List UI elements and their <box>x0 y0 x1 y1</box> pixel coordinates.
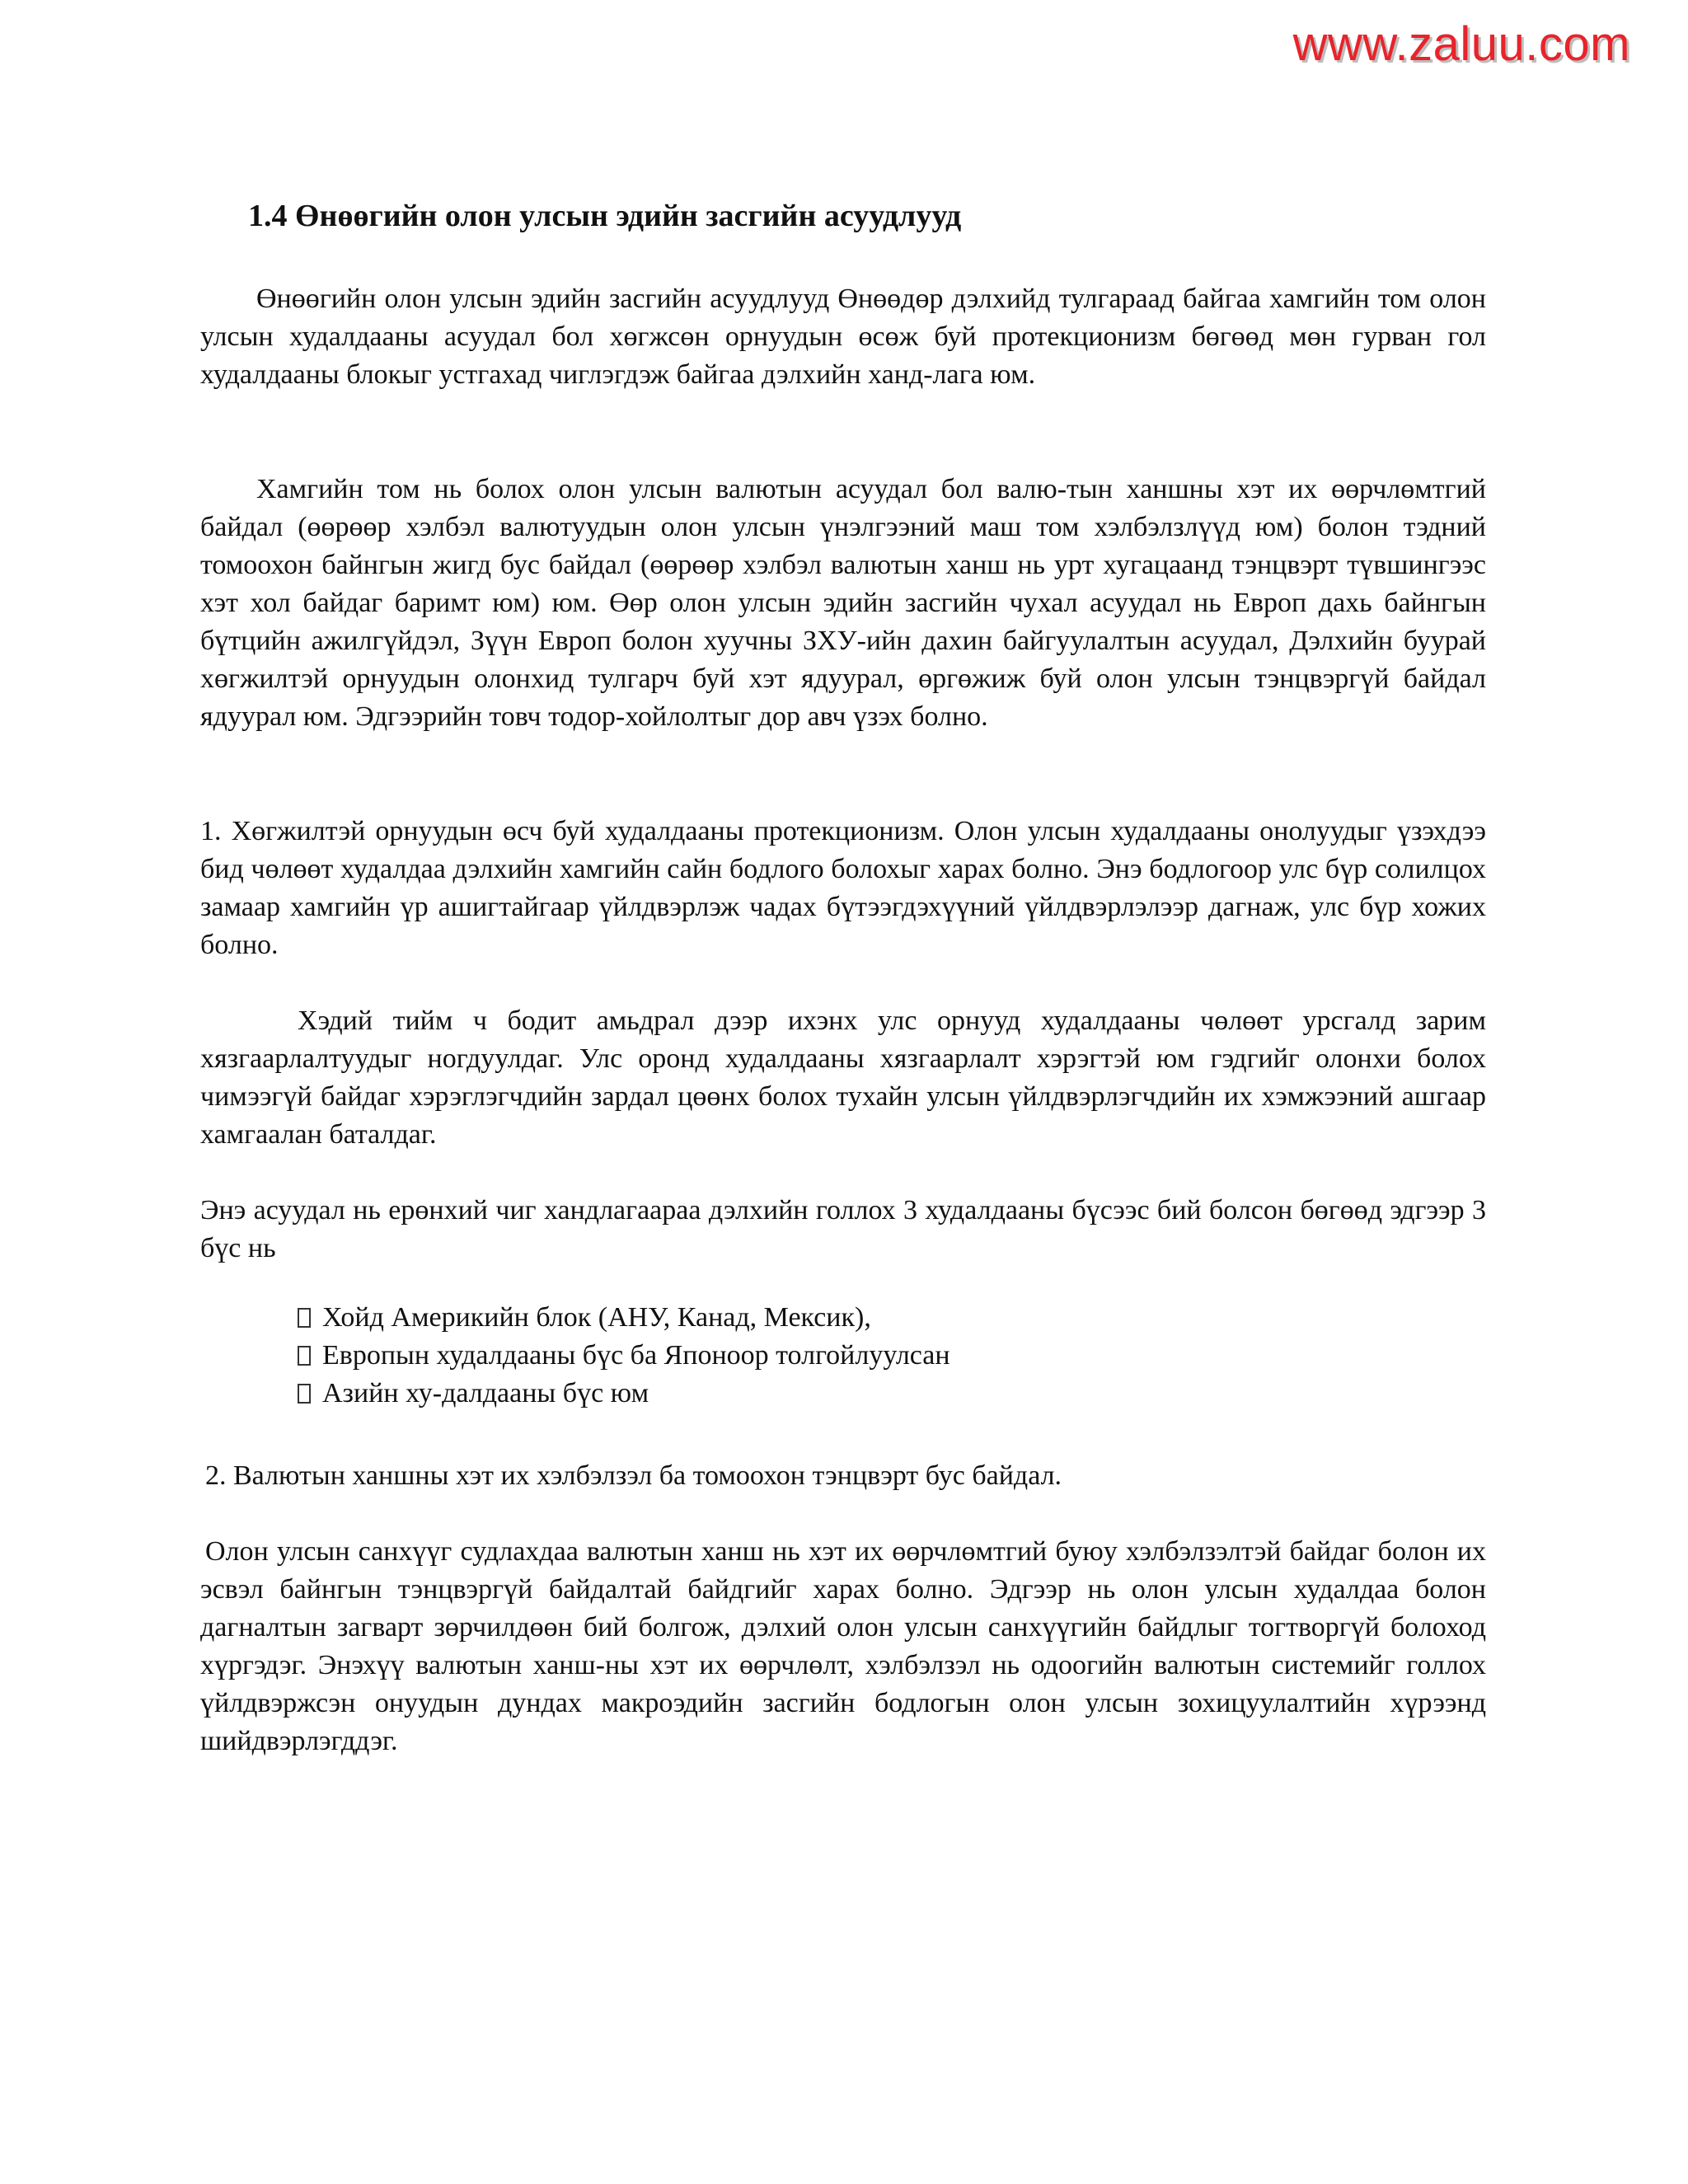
watermark-logo: www.zaluu.com <box>1292 17 1630 71</box>
paragraph-2: Хамгийн том нь болох олон улсын валютын асуудал бол валю-тын ханшны хэт их өөрчлөмтгий байдал (өөрөөр хэлбэл валютуудын олон улсын үнэлгээний маш том хэлбэлзлүүд юм) болон тэдний томоохон байнгын жигд бус байдал (өөрөөр хэлбэл валютын ханш нь урт хугацаанд тэнцвэрт түвшингээс хэт хол байдаг баримт юм) юм. Өөр олон улсын эдийн засгийн чухал асуудал нь Европ дахь байнгын бүтцийн ажилгүйдэл, Зүүн Европ болон хуучны ЗХУ-ийн дахин байгуулалтын асуудал, Дэлхийн буурай хөгжилтэй орнуудын олонхид тулгарч буй хэт ядуурал, өргөжиж буй олон улсын тэнцвэргүй байдал ядуурал юм. Эдгээрийн товч тодор-хойлолтыг дор авч үзэх болно. <box>200 474 1486 732</box>
paragraph-4: Хэдий тийм ч бодит амьдрал дээр ихэнх улс орнууд худалдааны чөлөөт урсгалд зарим хязгаарлалтуудыг ногдуулдаг. Улс оронд худалдааны хязгаарлалт хэрэгтэй юм гэдгийг олонхи болох чимээгүй байдаг хэрэглэгчдийн зардал цөөнх болох тухайн улсын үйлдвэрлэгчдийн их хэмжээний ашгаар хамгаалан баталдаг. <box>200 1005 1486 1150</box>
paragraph-3: 1. Хөгжилтэй орнуудын өсч буй худалдааны протекционизм. Олон улсын худалдааны онолуудыг үзэхдээ бид чөлөөт худалдаа дэлхийн хамгийн сайн бодлого болохыг харах болно. Энэ бодлогоор улс бүр солилцох замаар хамгийн үр ашигтайгаар үйлдвэрлэж чадах бүтээгдэхүүний үйлдвэрлэлээр дагнаж, улс бүр хожих болно. <box>200 816 1486 960</box>
paragraph-7: Олон улсын санхүүг судлахдаа валютын ханш нь хэт их өөрчлөмтгий буюу хэлбэлзэлтэй байдаг болон их эсвэл байнгын тэнцвэргүй байдалтай байдгийг харах болно. Эдгээр нь олон улсын худалдаа болон дагналтын загварт зөрчилдөөн бий болгож, дэлхий олон улсын санхүүгийн байдлыг тогтворгүй болоход хүргэдэг. Энэхүү валютын ханш-ны хэт их өөрчлөлт, хэлбэлзэл нь одоогийн валютын системийг голлох үйлдвэржсэн онуудын дундах макроэдийн засгийн бодлогын олон улсын зохицуулалтийн хүрээнд шийдвэрлэгддэг. <box>200 1536 1486 1756</box>
list-item: Хойд Америкийн блок (АНУ, Канад, Мексик), <box>298 1299 950 1337</box>
bullet-list <box>298 1299 950 1413</box>
paragraph-1: Өнөөгийн олон улсын эдийн засгийн асуудлууд Өнөөдөр дэлхийд тулгараад байгаа хамгийн том олон улсын худалдааны асуудал бол хөгжсөн орнуудын өсөж буй протекционизм бөгөөд мөн гурван гол худалдааны блокыг устгахад чиглэгдэж байгаа дэлхийн ханд-лага юм. <box>200 284 1486 390</box>
paragraph-6: 2. Валютын ханшны хэт их хэлбэлзэл ба томоохон тэнцвэрт бус байдал. <box>205 1460 1062 1491</box>
paragraph-5: Энэ асуудал нь ерөнхий чиг хандлагаараа дэлхийн голлох 3 худалдааны бүсээс бий болсон бөгөөд эдгээр 3 бүс нь <box>200 1195 1486 1263</box>
checkbox-bullet-icon <box>298 1308 311 1328</box>
section-heading: 1.4 Өнөөгийн олон улсын эдийн засгийн асуудлууд <box>248 199 962 233</box>
checkbox-bullet-icon <box>298 1384 311 1404</box>
checkbox-bullet-icon <box>298 1346 311 1366</box>
list-item: Европын худалдааны бүс ба Японоор толгойлуулсан <box>298 1337 950 1375</box>
list-item: Азийн ху-далдааны бүс юм <box>298 1375 950 1413</box>
